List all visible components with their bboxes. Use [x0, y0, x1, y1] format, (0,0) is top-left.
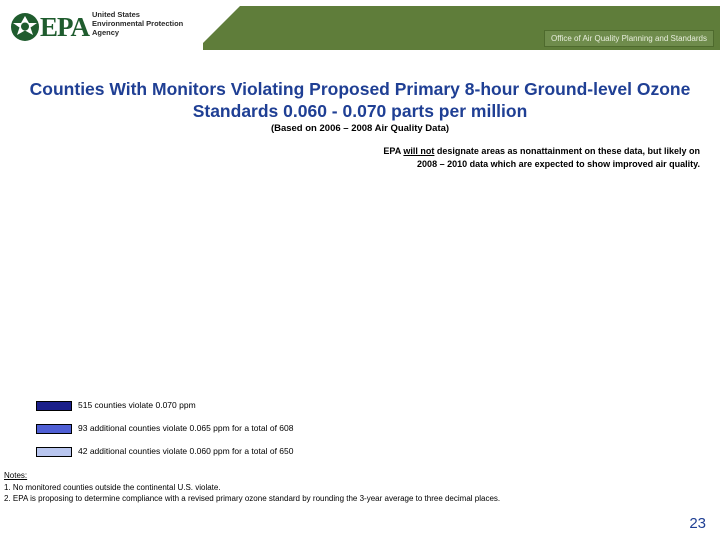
- footnote-1: 1. No monitored counties outside the continental U.S. violate.: [4, 482, 221, 492]
- legend-label-065: 93 additional counties violate 0.065 ppm for a total of 608: [78, 423, 294, 433]
- epa-wordmark: EPA: [40, 12, 89, 42]
- note-suffix: designate areas as nonattainment on these data, but likely on: [434, 146, 700, 156]
- legend-swatch-060: [36, 447, 72, 457]
- epa-logo: [10, 8, 90, 48]
- note-line-2: 2008 – 2010 data which are expected to show improved air quality.: [417, 159, 700, 169]
- legend-item: [36, 423, 366, 443]
- footnotes-heading: Notes:: [4, 471, 28, 480]
- note-prefix: EPA: [383, 146, 404, 156]
- legend-swatch-065: [36, 424, 72, 434]
- slide-header: [0, 0, 720, 56]
- legend-item: [36, 400, 366, 420]
- epa-agency-name: [92, 10, 183, 37]
- legend-swatch-070: [36, 401, 72, 411]
- legend-item: [36, 446, 366, 466]
- header-white-wedge: [196, 6, 240, 50]
- legend-label-070: 515 counties violate 0.070 ppm: [78, 400, 196, 410]
- legend-label-060: 42 additional counties violate 0.060 ppm for a total of 650: [78, 446, 294, 456]
- epa-seal-icon: [10, 12, 40, 42]
- page-title: Counties With Monitors Violating Proposed Primary 8-hour Ground-level Ozone Standards 0.060 - 0.070 parts per million: [29, 79, 691, 121]
- page-subtitle: (Based on 2006 – 2008 Air Quality Data): [270, 123, 450, 134]
- footnote-2: 2. EPA is proposing to determine compliance with a revised primary ozone standard by rounding the 3-year average to three decimal places.: [4, 494, 501, 503]
- agency-line-1: United States: [92, 10, 140, 19]
- office-label: Office of Air Quality Planning and Standards: [544, 30, 714, 47]
- map-legend: [36, 400, 366, 469]
- header-divider: [0, 50, 720, 55]
- agency-line-3: Agency: [92, 28, 120, 37]
- note-emphasis: will not: [403, 146, 435, 156]
- agency-line-2: Environmental Protection: [92, 19, 184, 28]
- footnotes: [4, 470, 704, 505]
- designation-note: [300, 145, 700, 171]
- page-number: 23: [689, 515, 706, 532]
